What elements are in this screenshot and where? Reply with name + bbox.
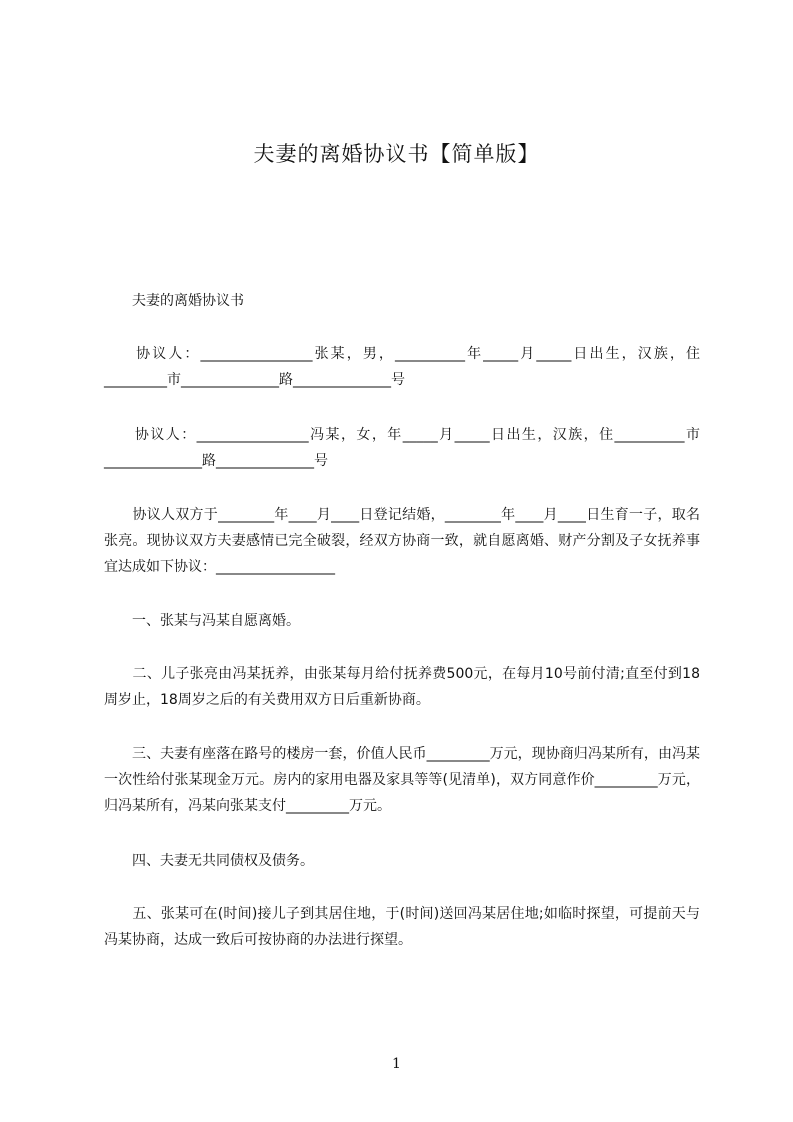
clause-one: 一、张某与冯某自愿离婚。 (104, 613, 300, 629)
clause-four: 四、夫妻无共同债权及债务。 (104, 853, 314, 869)
section-heading: 夫妻的离婚协议书 (104, 293, 244, 309)
clause-five: 五、张某可在(时间)接儿子到其居住地，于(时间)送回冯某居住地;如临时探望，可提前天与冯某协商，达成一致后可按协商的办法进行探望。 (104, 906, 700, 948)
preamble-paragraph: 协议人双方于________年____月____日登记结婚，________年____月____日生育一子，取名张亮。现协议双方夫妻感情已完全破裂，经双方协商一致，就自愿离婚、财产分割及子女抚养事宜达成如下协议：_________________ (104, 507, 700, 575)
clause-two: 二、儿子张亮由冯某抚养，由张某每月给付抚养费500元，在每月10号前付清;直至付到18周岁止，18周岁之后的有关费用双方日后重新协商。 (104, 666, 700, 708)
party-two-paragraph: 协议人：________________冯某，女，年_____月_____日出生，汉族，住__________市______________路______________号 (104, 427, 700, 469)
party-one-paragraph: 协议人：________________张某，男，__________年_____月_____日出生，汉族，住_________市______________路______________号 (104, 346, 700, 388)
document-title: 夫妻的离婚协议书【简单版】 (253, 142, 540, 166)
page-number: 1 (392, 1056, 401, 1072)
clause-three: 三、夫妻有座落在路号的楼房一套，价值人民币_________万元，现协商归冯某所有，由冯某一次性给付张某现金万元。房内的家用电器及家具等等(见清单)，双方同意作价_________万元，归冯某所有，冯某向张某支付_________万元。 (104, 746, 700, 814)
